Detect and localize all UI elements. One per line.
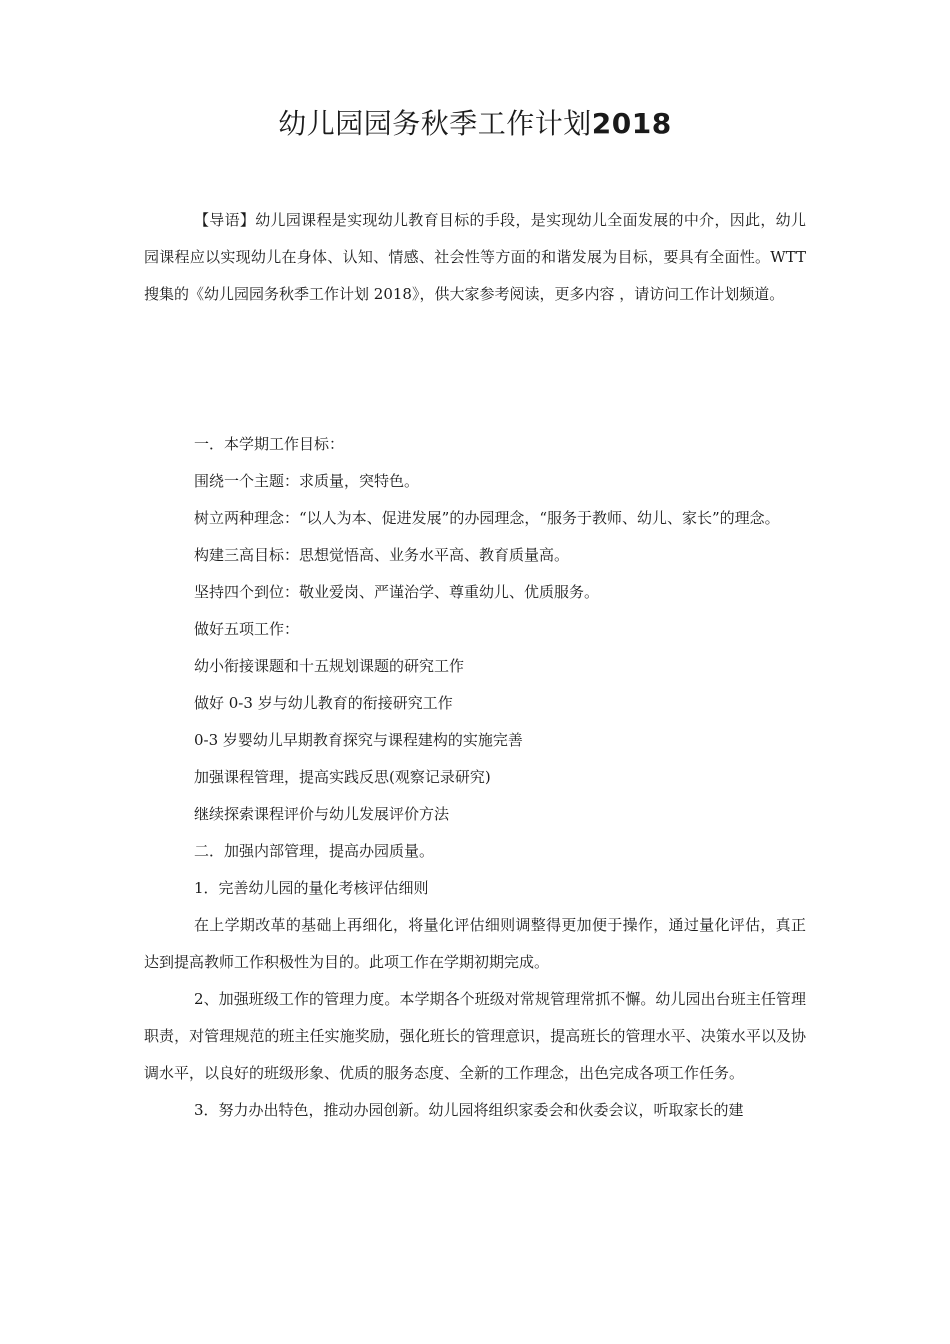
document-title xyxy=(0,104,950,144)
paragraph: 3．努力办出特色，推动办园创新。幼儿园将组织家委会和伙委会议，听取家长的建 xyxy=(194,1101,744,1119)
paragraph: 2、加强班级工作的管理力度。本学期各个班级对常规管理常抓不懈。幼儿园出台班主任管理职责，对管理规范的班主任实施奖励，强化班长的管理意识，提高班长的管理水平、决策水平以及协调水平，以良好的班级形象、优质的服务态度、全新的工作理念，出色完成各项工作任务。 xyxy=(144,990,806,1082)
paragraph: 围绕一个主题：求质量，突特色。 xyxy=(194,472,420,490)
paragraph: 树立两种理念：“以人为本、促进发展”的办园理念，“服务于教师、幼儿、家长”的理念。 xyxy=(194,509,780,527)
section-heading-goals: 一．本学期工作目标： xyxy=(194,435,345,453)
list-item: 继续探索课程评价与幼儿发展评价方法 xyxy=(194,805,450,823)
paragraph: 在上学期改革的基础上再细化，将量化评估细则调整得更加便于操作，通过量化评估，真正达到提高教师工作积极性为目的。此项工作在学期初期完成。 xyxy=(144,916,806,971)
paragraph: 坚持四个到位：敬业爱岗、严谨治学、尊重幼儿、优质服务。 xyxy=(194,583,600,601)
title-text: 幼儿园园务秋季工作计划 xyxy=(278,107,592,140)
subsection-heading: 1．完善幼儿园的量化考核评估细则 xyxy=(194,879,429,897)
list-item: 做好 0-3 岁与幼儿教育的衔接研究工作 xyxy=(194,694,453,712)
title-year: 2018 xyxy=(591,107,672,140)
section-heading-management: 二．加强内部管理，提高办园质量。 xyxy=(194,842,435,860)
list-item: 幼小衔接课题和十五规划课题的研究工作 xyxy=(194,657,465,675)
document-body xyxy=(144,426,806,1129)
list-item: 加强课程管理，提高实践反思(观察记录研究) xyxy=(194,768,491,786)
paragraph: 构建三高目标：思想觉悟高、业务水平高、教育质量高。 xyxy=(194,546,570,564)
intro-paragraph: 【导语】幼儿园课程是实现幼儿教育目标的手段，是实现幼儿全面发展的中介，因此，幼儿园课程应以实现幼儿在身体、认知、情感、社会性等方面的和谐发展为目标，要具有全面性。WTT 搜集的《幼儿园园务秋季工作计划 2018》，供大家参考阅读，更多内容 ，请访问工作计划频道。 xyxy=(144,211,806,303)
list-item: 0-3 岁婴幼儿早期教育探究与课程建构的实施完善 xyxy=(194,731,523,749)
paragraph: 做好五项工作： xyxy=(194,620,300,638)
